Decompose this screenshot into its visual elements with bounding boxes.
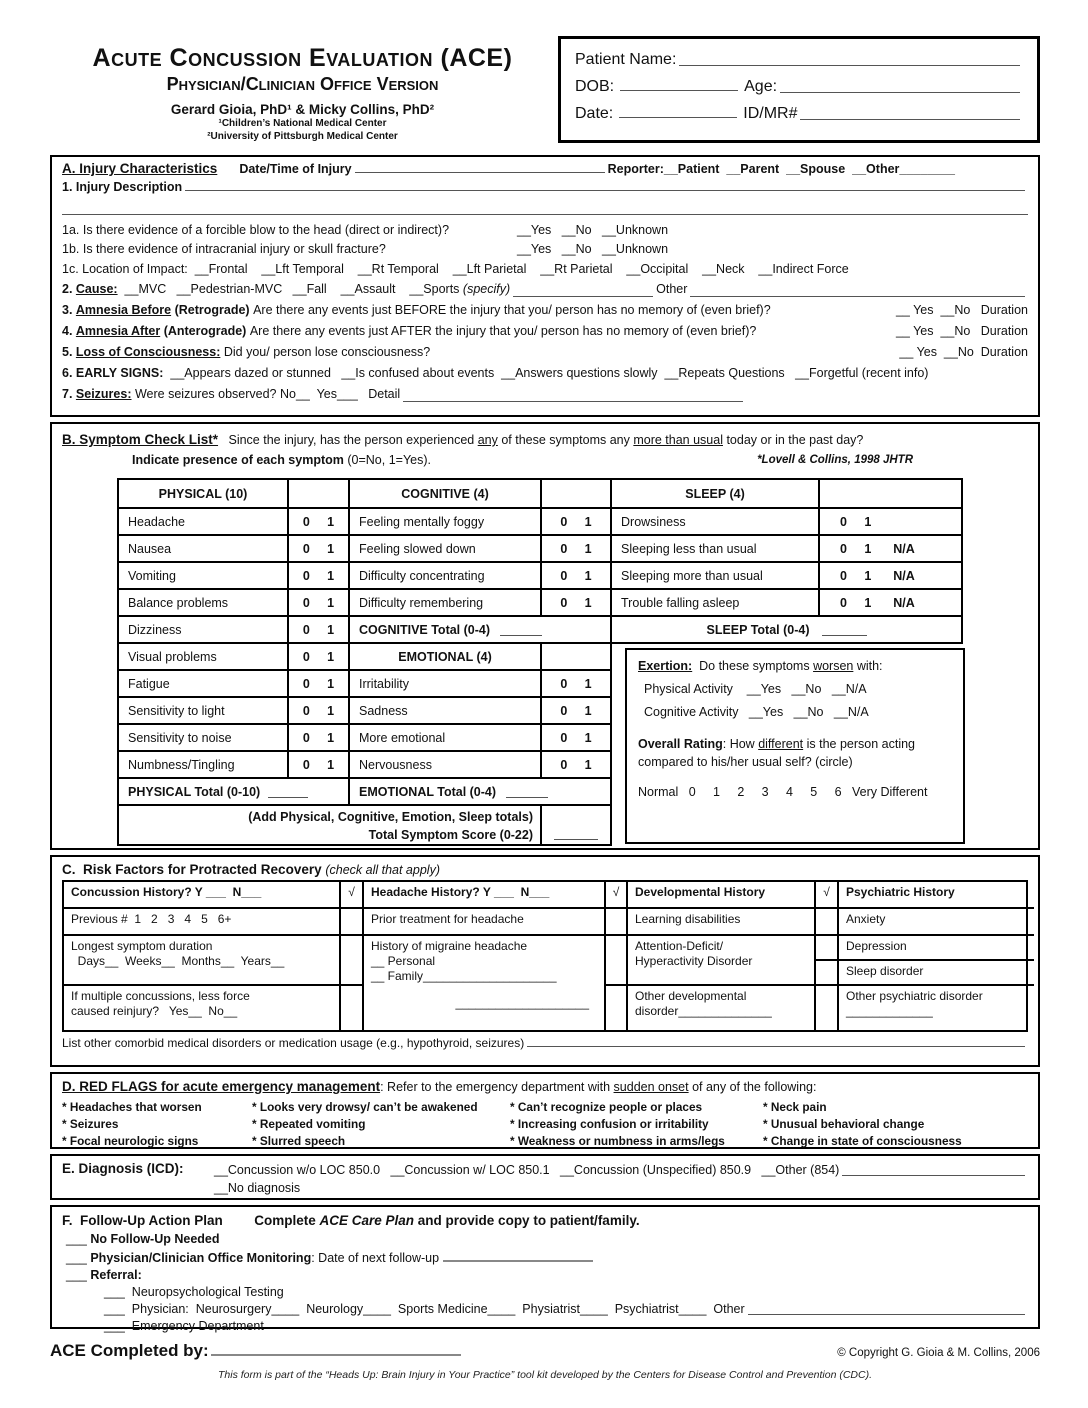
patient-name-label: Patient Name:	[575, 51, 677, 68]
red-flag-item: * Neck pain	[763, 1100, 827, 1114]
check-cell	[814, 907, 837, 934]
score-values: 0 1	[840, 541, 872, 556]
patient-name-field	[679, 65, 1020, 66]
score-cell: 0 1	[540, 725, 610, 750]
red-flag-item: * Looks very drowsy/ can’t be awakened	[252, 1100, 478, 1114]
exertion-box	[625, 648, 965, 844]
question-4-answers: __ Yes __No Duration	[895, 324, 1028, 338]
cdc-footnote: This form is part of the “Heads Up: Brain Injury in Your Practice” tool kit developed by the Centers for Disease Control and Prevention (CDC).	[217, 1369, 872, 1381]
section-d-title: D. RED FLAGS for acute emergency management	[62, 1079, 381, 1094]
symptom-label: Difficulty remembering	[359, 595, 484, 610]
question-3-answers: __ Yes __No Duration	[895, 303, 1028, 317]
cause-label: Cause:	[75, 282, 118, 296]
footer	[50, 1341, 1040, 1361]
question-7-number: 7.	[62, 387, 76, 401]
section-f-title: F. Follow-Up Action Plan	[62, 1213, 223, 1228]
question-7-text: Were seizures observed? No__ Yes___ Detail	[131, 387, 401, 401]
section-f-instruction-post: and provide copy to patient/family.	[414, 1213, 640, 1228]
question-6-number: 6.	[62, 366, 76, 380]
other-developmental-cell	[626, 984, 814, 1030]
no-diagnosis-option: __No diagnosis	[214, 1181, 301, 1195]
lovell-collins-credit: *Lovell & Collins, 1998 JHTR	[757, 454, 913, 466]
ace-care-plan: ACE Care Plan	[319, 1213, 415, 1228]
early-signs-label: EARLY SIGNS:	[75, 366, 164, 380]
question-1a-answers: __Yes __No __Unknown	[517, 223, 669, 237]
score-cell: 0 1	[540, 563, 610, 588]
overall-rating-line2: compared to his/her usual self? (circle)	[638, 755, 853, 769]
office-monitoring-option: Physician/Clinician Office Monitoring	[90, 1251, 312, 1265]
ace-completed-by-label: ACE Completed by:	[50, 1341, 209, 1360]
ace-completed-by-field	[211, 1342, 461, 1356]
exertion-physical-activity: Physical Activity __Yes __No __N/A	[644, 682, 867, 696]
migraine-family-line: __ Family____________________	[371, 969, 557, 983]
score-header-cell	[287, 480, 348, 507]
diagnosis-options: __Concussion w/o LOC 850.0 __Concussion w/ LOC 850.1 __Concussion (Unspecified) 850.9 __Other (854)	[214, 1163, 840, 1177]
injury-description-field	[185, 190, 1025, 191]
red-flag-item: * Weakness or numbness in arms/legs	[510, 1134, 725, 1148]
amnesia-before-label2: (Retrograde)	[171, 303, 254, 317]
physical-column	[117, 478, 350, 806]
early-signs-options: __Appears dazed or stunned __Is confused about events __Answers questions slowly __Repeats Questions __Forgetful (recent info)	[163, 366, 929, 380]
cause-other-label: Other	[656, 282, 688, 296]
score-cell: 0 1	[287, 563, 348, 588]
exertion-label: Exertion:	[638, 659, 693, 673]
question-1b: 1b. Is there evidence of intracranial injury or skull fracture?	[62, 242, 386, 256]
risk-factors-table	[62, 880, 1028, 1032]
cause-options: __MVC __Pedestrian-MVC __Fall __Assault __Sports	[117, 282, 463, 296]
cognitive-total-field	[500, 623, 542, 636]
other-developmental-line2: disorder______________	[635, 1004, 772, 1018]
question-1c: 1c. Location of Impact: __Frontal __Lft Temporal __Rt Temporal __Lft Parietal __Rt Parietal __Occipital __Neck __Indirect Force	[62, 262, 849, 276]
longest-symptom-duration-cell	[64, 934, 339, 984]
date-time-of-injury-field	[355, 172, 605, 173]
score-cell: 0 1	[287, 725, 348, 750]
option-blank: ___	[66, 1232, 91, 1246]
check-cell	[604, 934, 626, 984]
score-cell	[818, 563, 961, 588]
question-3-text: Are there any events just BEFORE the injury that you/ person has no memory of (even brief)?	[253, 303, 771, 317]
grand-total-line1: (Add Physical, Cognitive, Emotion, Sleep totals)	[248, 810, 533, 824]
id-field	[800, 119, 1020, 120]
question-5-number: 5.	[62, 345, 76, 359]
seizure-detail-field	[403, 401, 743, 402]
score-cell: 0 1	[540, 536, 610, 561]
check-cell	[339, 984, 362, 1030]
dob-field	[620, 78, 738, 91]
referral-physician: ___ Physician: Neurosurgery____ Neurology____ Sports Medicine____ Physiatrist____ Psychiatrist____ Other	[104, 1302, 745, 1316]
symptom-label: Nausea	[128, 541, 172, 556]
referral-neuropsych: ___ Neuropsychological Testing	[104, 1285, 284, 1299]
section-a-injury-characteristics	[50, 155, 1040, 417]
check-column-header: √	[814, 882, 837, 907]
exertion-worsen: worsen	[813, 659, 854, 673]
overall-rating-pre: : How	[722, 737, 759, 751]
adhd-line1: Attention-Deficit/	[635, 939, 724, 953]
comorbid-field	[527, 1046, 1025, 1047]
symptom-label: Vomiting	[128, 568, 176, 583]
check-cell	[814, 959, 837, 984]
indicate-presence-label: Indicate presence of each symptom	[132, 453, 344, 467]
multiple-concussions-cell	[64, 984, 339, 1030]
symptom-label: Drowsiness	[621, 514, 686, 529]
id-label: ID/MR#	[743, 105, 798, 122]
loc-label: Loss of Consciousness:	[75, 345, 221, 359]
symptom-table	[117, 478, 963, 846]
grand-total-line2: Total Symptom Score (0-22)	[368, 828, 533, 842]
date-time-of-injury-label: Date/Time of Injury	[239, 162, 352, 176]
exertion-text-pre: Do these symptoms	[692, 659, 814, 673]
symptom-label: Dizziness	[128, 622, 182, 637]
section-c-risk-factors	[50, 855, 1040, 1067]
symptom-label: Trouble falling asleep	[621, 595, 740, 610]
psychiatric-history-header: Psychiatric History	[837, 882, 1034, 907]
score-values: 0 1	[840, 595, 872, 610]
form-authors: Gerard Gioia, PhD¹ & Micky Collins, PhD²	[170, 102, 435, 117]
section-c-title-note: (check all that apply)	[325, 863, 440, 877]
check-cell	[604, 907, 626, 934]
age-field	[780, 92, 1020, 93]
score-cell: 0 1	[287, 752, 348, 777]
symptom-label: Visual problems	[128, 649, 217, 664]
check-cell	[339, 934, 362, 984]
score-cell: 0 1	[540, 752, 610, 777]
question-1a: 1a. Is there evidence of a forcible blow to the head (direct or indirect)?	[62, 223, 450, 237]
other-psychiatric-cell	[837, 984, 1034, 1030]
score-cell: 0 1	[540, 590, 610, 615]
sudden-onset: sudden onset	[613, 1080, 689, 1094]
overall-rating-label: Overall Rating	[638, 737, 723, 751]
cognitive-emotional-column	[348, 478, 612, 806]
na-option: N/A	[893, 568, 915, 583]
question-2-number: 2.	[62, 282, 76, 296]
sleep-header: SLEEP (4)	[685, 486, 745, 501]
score-cell: 0 1	[287, 509, 348, 534]
affiliation-1: ¹Children’s National Medical Center	[218, 118, 387, 129]
section-d-red-flags	[50, 1072, 1040, 1149]
symptom-label: Sleeping less than usual	[621, 541, 757, 556]
exertion-cognitive-activity: Cognitive Activity __Yes __No __N/A	[644, 705, 869, 719]
total-symptom-score-field	[554, 827, 598, 840]
comorbid-field-line2	[62, 1050, 1028, 1073]
physical-header: PHYSICAL (10)	[158, 486, 248, 501]
symptom-label: Sensitivity to light	[128, 703, 225, 718]
next-follow-up-field	[443, 1248, 593, 1262]
amnesia-after-label: Amnesia After	[75, 324, 161, 338]
concussion-history-header: Concussion History? Y ___ N___	[71, 885, 262, 899]
physical-total-field	[268, 785, 308, 798]
option-blank: ___	[66, 1268, 91, 1282]
symptom-label: Nervousness	[359, 757, 432, 772]
symptom-label: Irritability	[359, 676, 410, 691]
reporter-label: Reporter:	[607, 162, 664, 176]
option-blank: ___	[66, 1251, 91, 1265]
date-label: Date:	[575, 105, 614, 122]
symptom-label: Sleeping more than usual	[621, 568, 763, 583]
prior-treatment-cell: Prior treatment for headache	[362, 907, 604, 934]
overall-rating-scale: Normal 0 1 2 3 4 5 6 Very Different	[638, 785, 928, 799]
section-b-intro-mid: of these symptoms any	[497, 433, 634, 447]
score-cell: 0 1	[287, 536, 348, 561]
office-monitoring-rest: : Date of next follow-up	[311, 1251, 443, 1265]
red-flag-item: * Seizures	[62, 1117, 119, 1131]
physical-total-label: PHYSICAL Total (0-10)	[128, 784, 261, 799]
other-developmental-line1: Other developmental	[635, 989, 747, 1003]
migraine-personal-line: __ Personal	[371, 954, 436, 968]
red-flag-item: * Change in state of consciousness	[763, 1134, 962, 1148]
score-values: 0 1	[840, 514, 872, 529]
section-c-title: C. Risk Factors for Protracted Recovery	[62, 862, 326, 877]
na-option: N/A	[893, 595, 915, 610]
section-e-title: E. Diagnosis (ICD):	[62, 1161, 184, 1176]
comorbid-label: List other comorbid medical disorders or medication usage (e.g., hypothyroid, seizures)	[62, 1036, 525, 1050]
other-psychiatric-line1: Other psychiatric disorder	[846, 989, 983, 1003]
sleep-total-label: SLEEP Total (0-4)	[706, 622, 810, 637]
developmental-history-header: Developmental History	[626, 882, 814, 907]
question-5-answers: __ Yes __No Duration	[899, 345, 1028, 359]
copyright-notice: © Copyright G. Gioia & M. Collins, 2006	[837, 1347, 1040, 1359]
referral-option: Referral:	[90, 1268, 142, 1282]
form-title: Acute Concussion Evaluation (ACE)	[92, 44, 513, 72]
multiple-concussions-line1: If multiple concussions, less force	[71, 989, 250, 1003]
score-header-cell	[540, 644, 610, 669]
score-cell: 0 1	[287, 617, 348, 642]
symptom-label: Fatigue	[128, 676, 170, 691]
amnesia-before-label: Amnesia Before	[75, 303, 172, 317]
other-psychiatric-line2: _____________	[846, 1004, 933, 1018]
injury-description-field-line2	[62, 196, 1028, 215]
symptom-label: Headache	[128, 514, 185, 529]
score-cell: 0 1	[540, 509, 610, 534]
symptom-label: Numbness/Tingling	[128, 757, 235, 772]
dob-label: DOB:	[575, 78, 615, 95]
emotional-total-label: EMOTIONAL Total (0-4)	[359, 784, 497, 799]
migraine-history-cell	[362, 934, 604, 1030]
question-4-text: Are there any events just AFTER the injury that you/ person has no memory of (even brief)?	[249, 324, 757, 338]
score-cell: 0 1	[287, 671, 348, 696]
referral-other-field	[748, 1314, 1025, 1315]
migraine-blank-line: ____________________	[455, 996, 589, 1010]
emotional-total-field	[506, 785, 548, 798]
section-a-title: A. Injury Characteristics	[62, 161, 218, 176]
longest-symptom-duration-line1: Longest symptom duration	[71, 939, 213, 953]
anxiety-cell: Anxiety	[837, 907, 1034, 934]
symptom-label: Sadness	[359, 703, 408, 718]
migraine-history-line1: History of migraine headache	[371, 939, 528, 953]
section-d-text-pre: : Refer to the emergency department with	[380, 1080, 614, 1094]
check-column-header: √	[604, 882, 626, 907]
symptom-label: Sensitivity to noise	[128, 730, 232, 745]
red-flag-item: * Slurred speech	[252, 1134, 346, 1148]
multiple-concussions-line2: caused reinjury? Yes__ No__	[71, 1004, 238, 1018]
cause-other-field	[690, 296, 1025, 297]
question-4-number: 4.	[62, 324, 76, 338]
section-b-intro-any: any	[477, 433, 498, 447]
section-b-intro-pre: Since the injury, has the person experienced	[221, 433, 478, 447]
learning-disabilities-cell: Learning disabilities	[626, 907, 814, 934]
reporter-options: __Patient __Parent __Spouse __Other________	[663, 162, 956, 176]
form-header	[50, 36, 1040, 143]
section-f-follow-up	[50, 1205, 1040, 1333]
symptom-label: Balance problems	[128, 595, 229, 610]
exertion-text-post: with:	[853, 659, 883, 673]
emotional-header: EMOTIONAL (4)	[398, 649, 492, 664]
question-1b-answers: __Yes __No __Unknown	[517, 242, 669, 256]
check-cell	[339, 907, 362, 934]
score-cell: 0 1	[540, 671, 610, 696]
section-b-intro-more: more than usual	[633, 433, 723, 447]
sleep-disorder-cell: Sleep disorder	[837, 959, 1034, 984]
red-flag-item: * Headaches that worsen	[62, 1100, 202, 1114]
question-3-number: 3.	[62, 303, 76, 317]
overall-rating-different: different	[758, 737, 804, 751]
sleep-column	[610, 478, 963, 644]
red-flags-list	[62, 1099, 1028, 1150]
cognitive-header: COGNITIVE (4)	[401, 486, 489, 501]
check-cell	[604, 984, 626, 1030]
score-cell: 0 1	[287, 698, 348, 723]
patient-info-box	[558, 36, 1040, 143]
age-label: Age:	[744, 78, 778, 95]
red-flag-item: * Increasing confusion or irritability	[510, 1117, 709, 1131]
sleep-total-field	[822, 623, 867, 636]
total-symptom-score-row	[117, 804, 612, 846]
form-title-block	[50, 36, 555, 143]
na-option: N/A	[893, 541, 915, 556]
score-values: 0 1	[840, 568, 872, 583]
check-column-header: √	[339, 882, 362, 907]
cause-specify-field	[513, 296, 653, 297]
section-b-symptom-checklist	[50, 422, 1040, 850]
longest-symptom-duration-line2: Days__ Weeks__ Months__ Years__	[71, 954, 285, 968]
section-d-text-post: of any of the following:	[688, 1080, 817, 1094]
depression-cell: Depression	[837, 934, 1034, 959]
referral-emergency: ___ Emergency Department	[104, 1319, 264, 1333]
section-f-instruction-pre: Complete	[254, 1213, 320, 1228]
cognitive-total-label: COGNITIVE Total (0-4)	[359, 622, 491, 637]
score-header-cell	[540, 480, 610, 507]
no-follow-up-option: No Follow-Up Needed	[90, 1232, 220, 1246]
symptom-label: More emotional	[359, 730, 446, 745]
section-e-diagnosis	[50, 1154, 1040, 1200]
score-cell	[818, 590, 961, 615]
check-cell	[814, 984, 837, 1030]
amnesia-after-label2: (Anterograde)	[160, 324, 250, 338]
diagnosis-other-field	[842, 1175, 1025, 1176]
check-cell	[814, 934, 837, 959]
affiliation-2: ²University of Pittsburgh Medical Center	[207, 131, 398, 142]
score-cell	[818, 536, 961, 561]
red-flag-item: * Unusual behavioral change	[763, 1117, 925, 1131]
adhd-cell	[626, 934, 814, 984]
overall-rating-post: is the person acting	[803, 737, 916, 751]
adhd-line2: Hyperactivity Disorder	[635, 954, 753, 968]
symptom-label: Difficulty concentrating	[359, 568, 485, 583]
symptom-label: Feeling slowed down	[359, 541, 476, 556]
seizures-label: Seizures:	[75, 387, 132, 401]
headache-history-header: Headache History? Y ___ N___	[362, 882, 604, 907]
score-cell	[818, 509, 961, 534]
section-b-intro-post: today or in the past day?	[722, 433, 864, 447]
red-flag-item: * Focal neurologic signs	[62, 1134, 199, 1148]
cause-specify-label: (specify)	[462, 282, 511, 296]
section-b-title: B. Symptom Check List*	[62, 432, 219, 447]
date-field	[619, 105, 737, 118]
injury-description-label: 1. Injury Description	[62, 180, 183, 194]
red-flag-item: * Repeated vomiting	[252, 1117, 366, 1131]
indicate-presence-rest: (0=No, 1=Yes).	[343, 453, 431, 467]
form-subtitle: Physician/Clinician Office Version	[166, 74, 439, 94]
red-flag-item: * Can’t recognize people or places	[510, 1100, 703, 1114]
symptom-label: Feeling mentally foggy	[359, 514, 485, 529]
score-cell: 0 1	[540, 698, 610, 723]
question-5-text: Did you/ person lose consciousness?	[220, 345, 431, 359]
previous-concussions-cell: Previous # 1 2 3 4 5 6+	[64, 907, 339, 934]
score-header-cell	[818, 480, 961, 507]
score-cell: 0 1	[287, 644, 348, 669]
score-cell: 0 1	[287, 590, 348, 615]
